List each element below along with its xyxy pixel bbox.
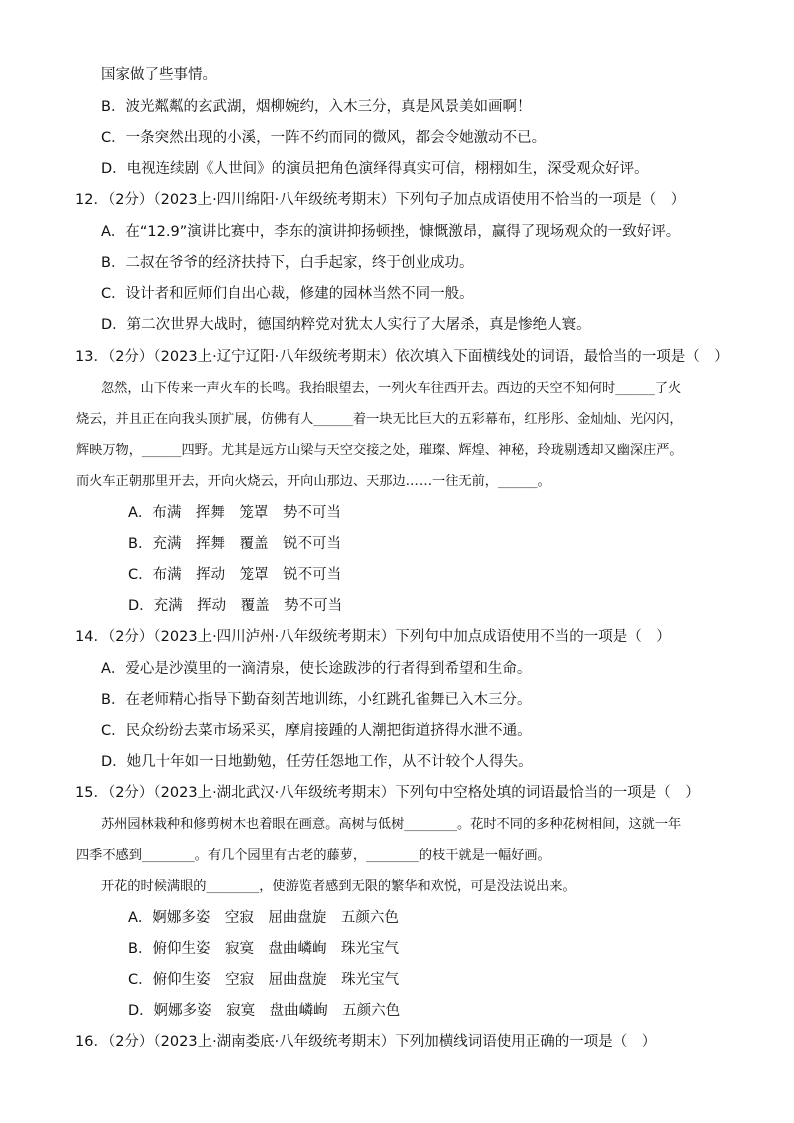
passage-line-3: 辉映万物，______四野。尤其是远方山梁与天空交接之处，璀璨、辉煌、神秘，玲珑剔透却又幽深庄严。 [76, 443, 683, 458]
option-15-a: A．婀娜多姿 空寂 屈曲盘旋 五颜六色 [128, 910, 399, 926]
passage-15-line-2: 四季不感到________。有几个园里有古老的藤萝，________的枝干就是一幅好画。 [76, 848, 551, 863]
line-1: 国家做了些事情。 [101, 67, 217, 83]
option-15-b: B．俯仰生姿 寂寞 盘曲嶙峋 珠光宝气 [128, 941, 399, 957]
line-3: C．一条突然出现的小溪，一阵不约而同的微风，都会令她激动不已。 [101, 130, 547, 146]
passage-line-2: 烧云，并且正在向我头顶扩展，仿佛有人______着一块无比巨大的五彩幕布，红彤彤、金灿灿、光闪闪， [76, 412, 683, 427]
passage-15-line-3: 开花的时候满眼的________，使游览者感到无限的繁华和欢悦，可是没法说出来。 [101, 879, 576, 894]
question-14: 14．（2分）（2023上·四川泸州·八年级统考期末）下列句中加点成语使用不当的一项是（ ） [75, 629, 671, 645]
question-15: 15．（2分）（2023上·湖北武汉·八年级统考期末）下列句中空格处填的词语最恰当的一项是（ ） [75, 785, 700, 801]
question-12: 12．（2分）（2023上·四川绵阳·八年级统考期末）下列句子加点成语使用不恰当的一项是（ ） [75, 192, 686, 208]
line-7: B．二叔在爷爷的经济扶持下，白手起家，终于创业成功。 [101, 255, 474, 271]
passage-line-4: 而火车正朝那里开去，开向火烧云，开向山那边、天那边……一往无前，______。 [76, 474, 551, 489]
line-2: B．波光粼粼的玄武湖，烟柳婉约，入木三分，真是风景美如画啊！ [101, 99, 532, 115]
line-4: D．电视连续剧《人世间》的演员把角色演绎得真实可信，栩栩如生，深受观众好评。 [101, 161, 649, 177]
option-b: B．充满 挥舞 覆盖 锐不可当 [128, 536, 341, 552]
line-21: B．在老师精心指导下勤奋刻苦地训练，小红跳孔雀舞已入木三分。 [101, 692, 532, 708]
line-6: A．在“12.9”演讲比赛中，李东的演讲抑扬顿挫，慷慨激昂，赢得了现场观众的一致好评。 [101, 224, 681, 240]
option-a: A．布满 挥舞 笼罩 势不可当 [128, 505, 341, 521]
passage-line-1: 忽然，山下传来一声火车的长鸣。我抬眼望去，一列火车往西开去。西边的天空不知何时______了火 [101, 381, 682, 396]
option-15-c: C．俯仰生姿 空寂 屈曲盘旋 珠光宝气 [128, 972, 400, 988]
line-20: A．爱心是沙漠里的一滴清泉，使长途跋涉的行者得到希望和生命。 [101, 661, 532, 677]
line-9: D．第二次世界大战时，德国纳粹党对犹太人实行了大屠杀，真是惨绝人寰。 [101, 317, 591, 333]
question-16: 16．（2分）（2023上·湖南娄底·八年级统考期末）下列加横线词语使用正确的一项是（ ） [75, 1034, 657, 1050]
option-15-d: D．婀娜多姿 寂寞 盘曲嶙峋 五颜六色 [128, 1003, 401, 1019]
line-23: D．她几十年如一日地勤勉，任劳任怨地工作，从不计较个人得失。 [101, 754, 533, 770]
option-d: D．充满 挥动 覆盖 势不可当 [128, 598, 343, 614]
passage-15-line-1: 苏州园林栽种和修剪树木也着眼在画意。高树与低树________。花时不同的多种花树相间，这就一年 [101, 817, 682, 832]
option-c: C．布满 挥动 笼罩 锐不可当 [128, 567, 342, 583]
question-13: 13．（2分）（2023上·辽宁辽阳·八年级统考期末）依次填入下面横线处的词语，最恰当的一项是（ ） [75, 349, 729, 365]
line-22: C．民众纷纷去菜市场采买，摩肩接踵的人潮把街道挤得水泄不通。 [101, 723, 532, 739]
line-8: C．设计者和匠师们自出心裁，修建的园林当然不同一般。 [101, 286, 474, 302]
